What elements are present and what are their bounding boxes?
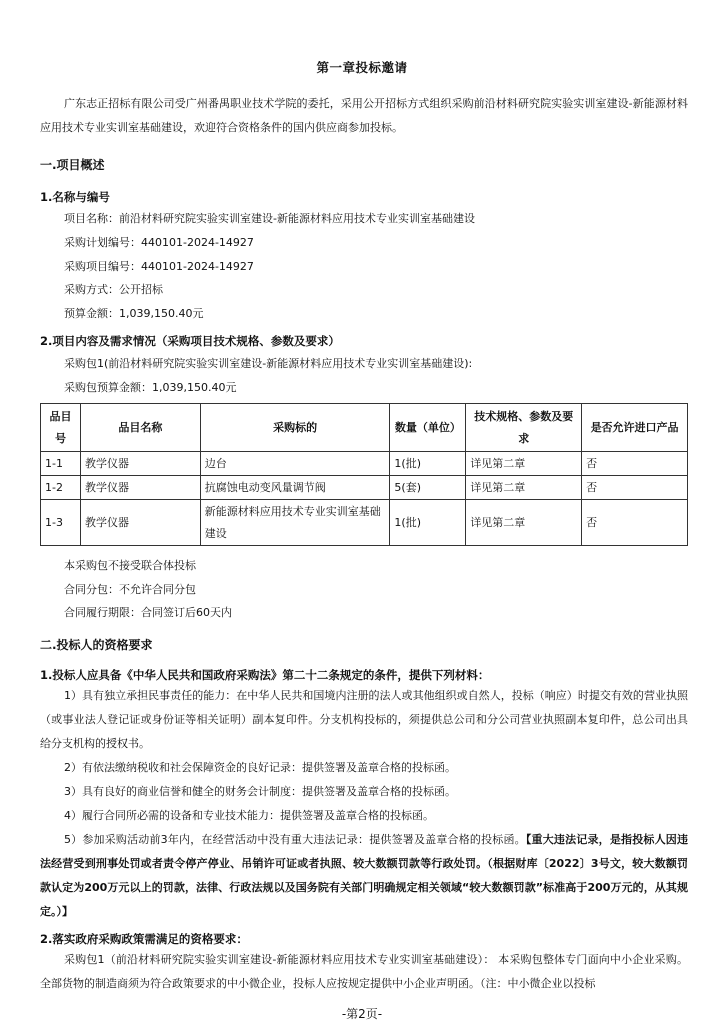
qualification-1: 1）具有独立承担民事责任的能力：在中华人民共和国境内注册的法人或其他组织或自然人，投标（响应）时提交有效的营业执照（或事业法人登记证或身份证等相关证明）副本复印件。分支机构投标的，须提供总公司和分公司营业执照副本复印件，总公司出具给分支机构的授权书。 — [40, 689, 688, 750]
table-row — [41, 476, 688, 500]
page-title: 第一章投标邀请 — [316, 60, 408, 75]
section2-sub1-heading: 1.投标人应具备《中华人民共和国政府采购法》第二十二条规定的条件，提供下列材料： — [40, 668, 490, 682]
table-header-row — [41, 404, 688, 452]
header-spec: 技术规格、参数及要求 — [466, 404, 582, 452]
cell-subject: 边台 — [200, 452, 390, 476]
section2-sub2-heading: 2.落实政府采购政策需满足的资格要求： — [40, 932, 248, 946]
header-quantity: 数量（单位） — [390, 404, 466, 452]
note-subcontract: 合同分包：不允许合同分包 — [64, 583, 196, 596]
section2-heading: 二.投标人的资格要求 — [40, 638, 153, 652]
table-row — [41, 452, 688, 476]
policy-paragraph: 采购包1（前沿材料研究院实验实训室建设-新能源材料应用技术专业实训室基础建设）： 本采购包整体专门面向中小企业采购。全部货物的制造商须为符合政策要求的中小微企业，投标人应按规定提供中小企业声明函。（注：中小微企业以投标 — [40, 953, 688, 990]
header-item-no: 品目号 — [41, 404, 81, 452]
cell-item-name: 教学仪器 — [80, 452, 200, 476]
cell-spec: 详见第二章 — [466, 476, 582, 500]
header-item-name: 品目名称 — [80, 404, 200, 452]
budget-amount: 预算金额：1,039,150.40元 — [64, 307, 204, 320]
note-contract-period: 合同履行期限：合同签订后60天内 — [64, 606, 232, 619]
cell-import: 否 — [582, 476, 688, 500]
qualification-4: 4）履行合同所必需的设备和专业技术能力：提供签署及盖章合格的投标函。 — [64, 809, 434, 822]
project-name: 项目名称：前沿材料研究院实验实训室建设-新能源材料应用技术专业实训室基础建设 — [64, 212, 475, 225]
procurement-method: 采购方式：公开招标 — [64, 283, 163, 296]
cell-quantity: 5(套) — [390, 476, 466, 500]
qualification-2: 2）有依法缴纳税收和社会保障资金的良好记录：提供签署及盖章合格的投标函。 — [64, 761, 456, 774]
page-number: -第2页- — [341, 1007, 383, 1021]
qualification-3: 3）具有良好的商业信誉和健全的财务会计制度：提供签署及盖章合格的投标函。 — [64, 785, 456, 798]
cell-spec: 详见第二章 — [466, 500, 582, 546]
qualification-5 — [40, 828, 688, 924]
package-budget-line: 采购包预算金额：1,039,150.40元 — [64, 381, 237, 394]
cell-item-no: 1-3 — [41, 500, 81, 546]
cell-item-name: 教学仪器 — [80, 500, 200, 546]
header-import: 是否允许进口产品 — [582, 404, 688, 452]
qualification-5-bold: 【重大违法记录，是指投标人因违法经营受到刑事处罚或者责令停产停业、吊销许可证或者执照、较大数额罚款等行政处罚。（根据财库〔2022〕3号文，较大数额罚款认定为200万元以上的罚款，法律、行政法规以及国务院有关部门明确规定相关领域“较大数额罚款”标准高于200万元的，从其规定。）】 — [40, 833, 688, 918]
plan-number: 采购计划编号：440101-2024-14927 — [64, 236, 254, 249]
section1-sub2-heading: 2.项目内容及需求情况（采购项目技术规格、参数及要求） — [40, 334, 340, 348]
cell-item-no: 1-1 — [41, 452, 81, 476]
cell-quantity: 1(批) — [390, 452, 466, 476]
cell-subject: 抗腐蚀电动变风量调节阀 — [200, 476, 390, 500]
qualification-5-text: 5）参加采购活动前3年内，在经营活动中没有重大违法记录：提供签署及盖章合格的投标函。 — [64, 833, 526, 846]
procurement-table — [40, 403, 688, 546]
header-subject: 采购标的 — [200, 404, 390, 452]
intro-paragraph: 广东志正招标有限公司受广州番禺职业技术学院的委托，采用公开招标方式组织采购前沿材料研究院实验实训室建设-新能源材料应用技术专业实训室基础建设，欢迎符合资格条件的国内供应商参加投标。 — [40, 97, 688, 134]
cell-import: 否 — [582, 452, 688, 476]
note-consortium: 本采购包不接受联合体投标 — [64, 559, 196, 572]
package-line: 采购包1(前沿材料研究院实验实训室建设-新能源材料应用技术专业实训室基础建设): — [64, 357, 473, 370]
cell-item-no: 1-2 — [41, 476, 81, 500]
cell-item-name: 教学仪器 — [80, 476, 200, 500]
section1-sub1-heading: 1.名称与编号 — [40, 190, 110, 204]
section1-heading: 一.项目概述 — [40, 158, 105, 172]
cell-import: 否 — [582, 500, 688, 546]
cell-subject: 新能源材料应用技术专业实训室基础建设 — [200, 500, 390, 546]
cell-quantity: 1(批) — [390, 500, 466, 546]
table-row — [41, 500, 688, 546]
project-number: 采购项目编号：440101-2024-14927 — [64, 260, 254, 273]
cell-spec: 详见第二章 — [466, 452, 582, 476]
